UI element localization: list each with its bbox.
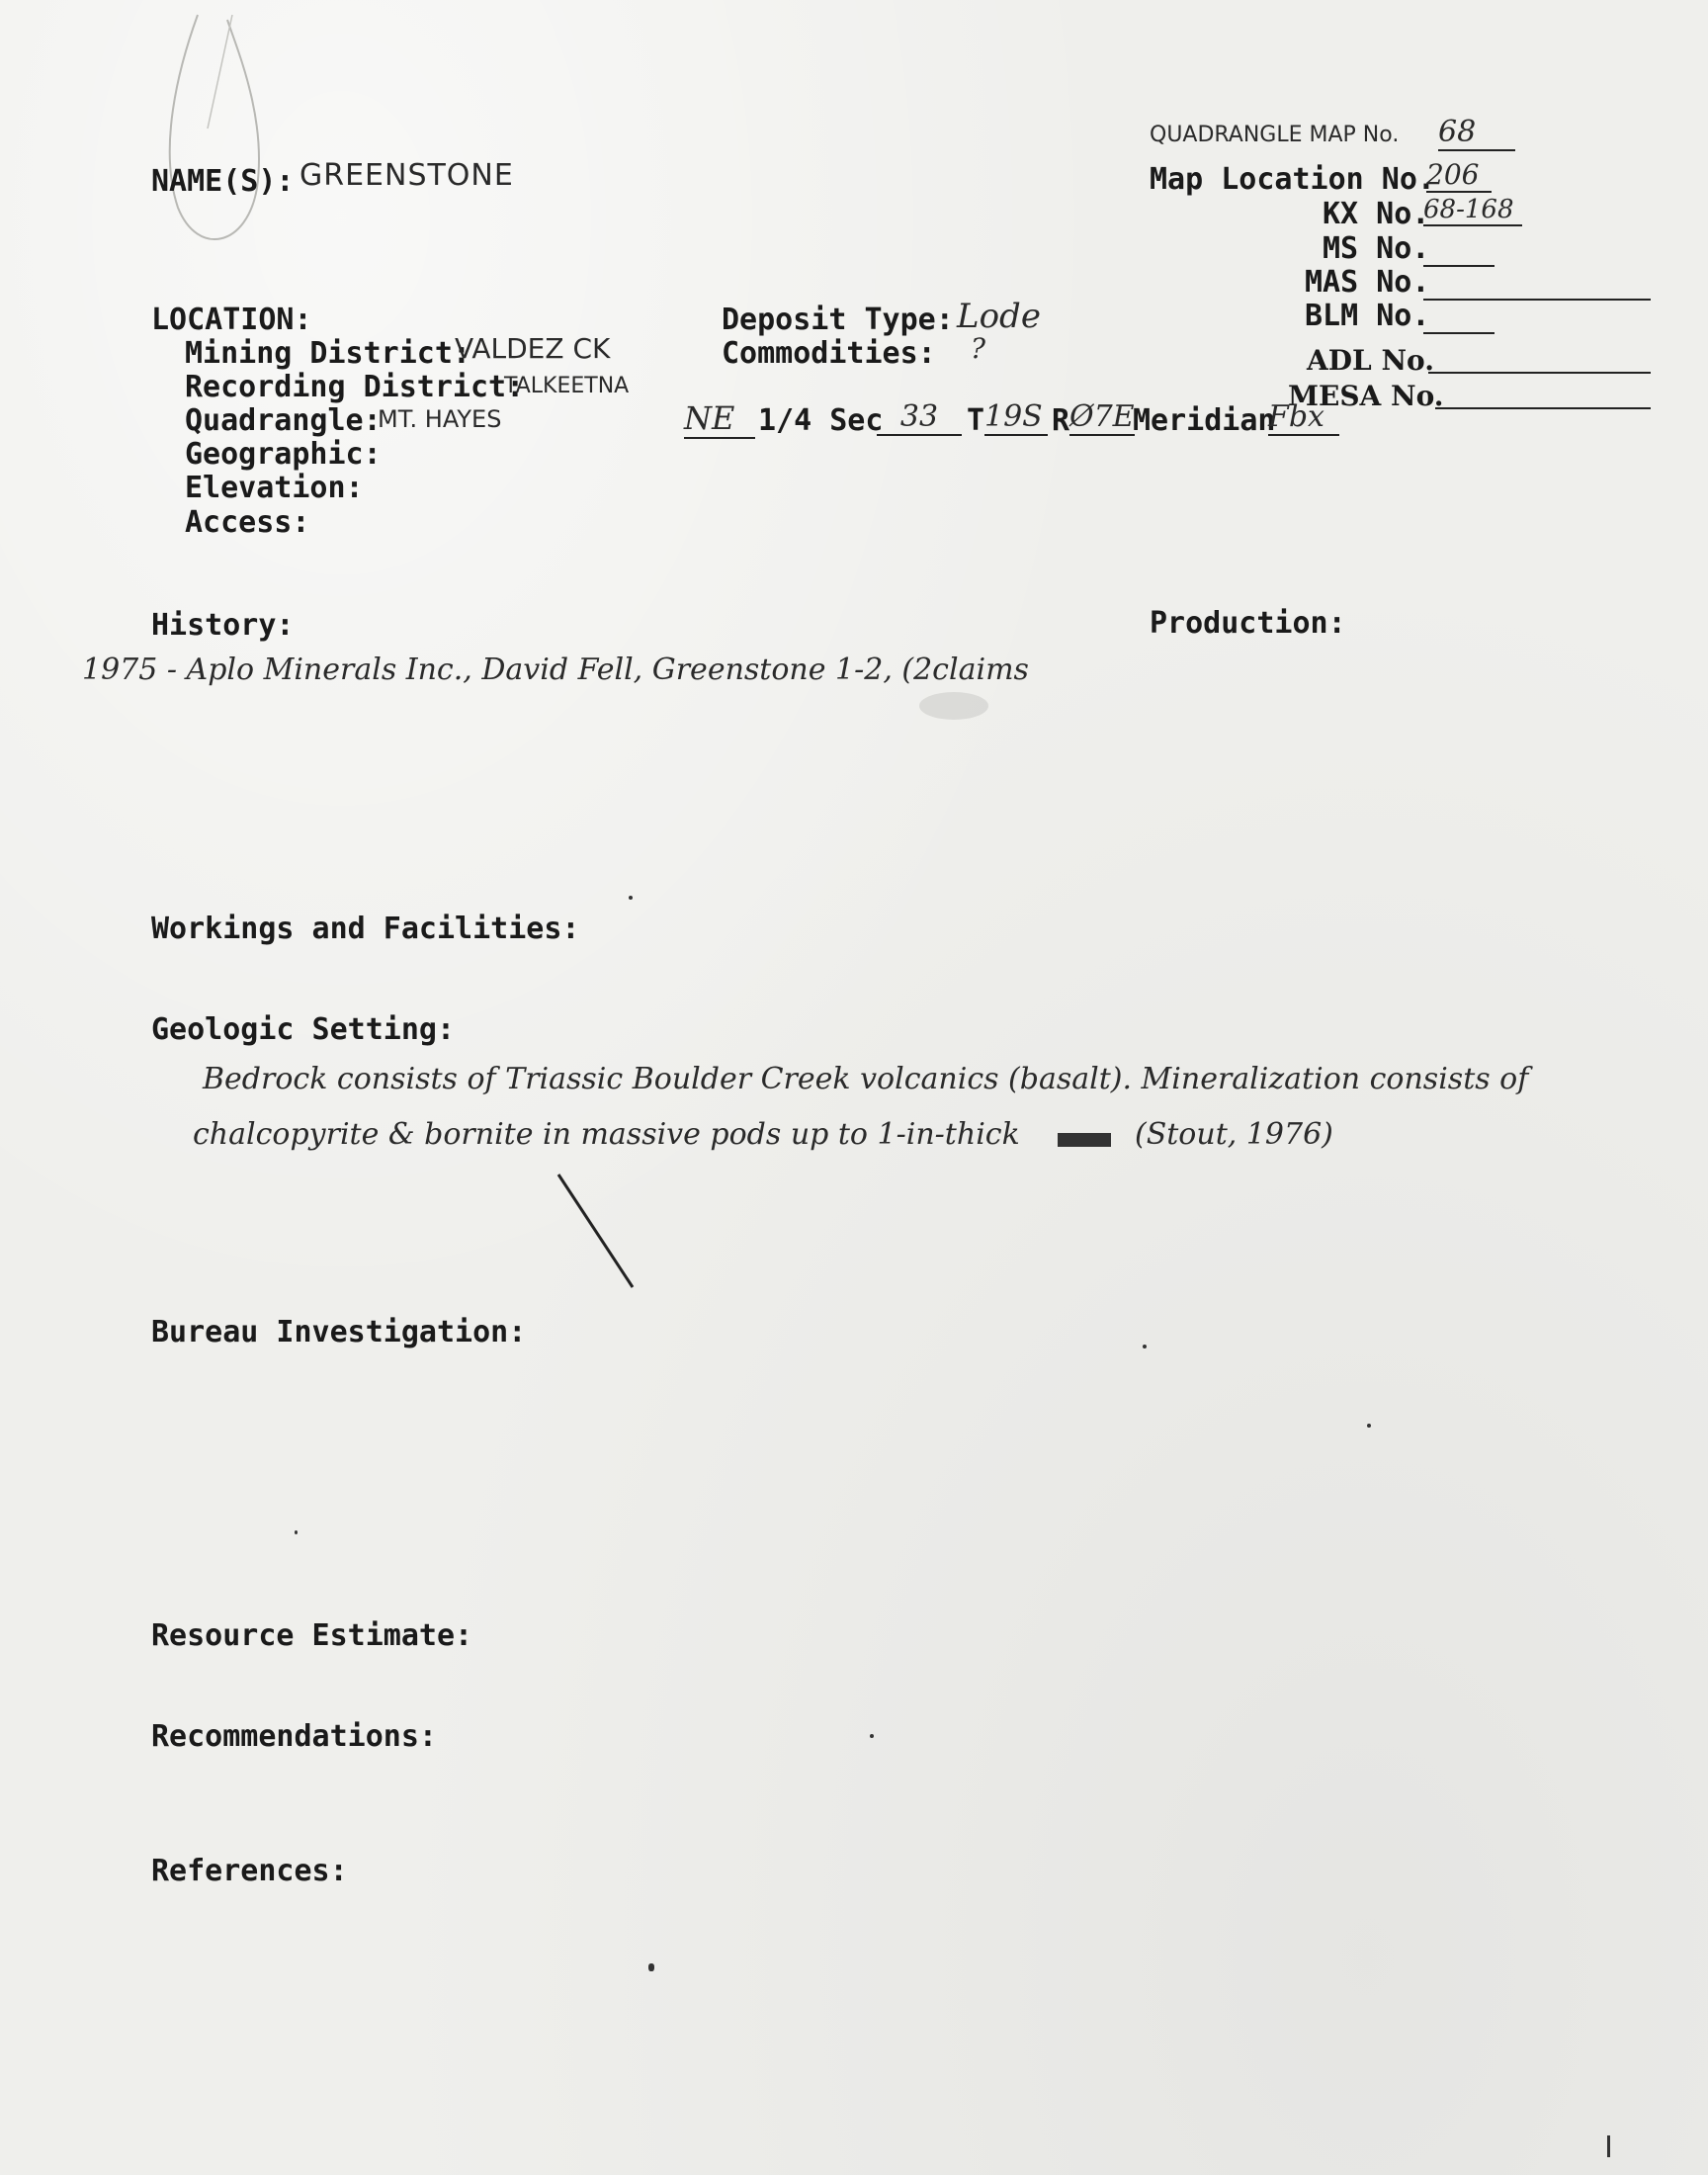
meridian-label: Meridian: [1133, 403, 1276, 438]
quad-map-value: 68: [1438, 115, 1515, 151]
speck: [1143, 1345, 1147, 1348]
township-value: 19S: [984, 399, 1048, 436]
scribbled-out-word: [1058, 1133, 1111, 1147]
mas-label: MAS No.: [1305, 265, 1430, 300]
smudge: [919, 692, 988, 720]
workings-label: Workings and Facilities:: [151, 912, 580, 946]
bureau-investigation-label: Bureau Investigation:: [151, 1315, 527, 1349]
deposit-type-value: Lode: [957, 297, 1041, 336]
resource-estimate-label: Resource Estimate:: [151, 1618, 473, 1653]
elevation-label: Elevation:: [185, 471, 364, 505]
speck: [1367, 1424, 1371, 1428]
township-label: T: [967, 403, 985, 438]
ms-label: MS No.: [1323, 231, 1430, 266]
location-heading: LOCATION:: [151, 303, 312, 337]
quarter-sec-label: 1/4 Sec: [758, 403, 884, 438]
range-label: R: [1052, 403, 1070, 438]
commodities-label: Commodities:: [722, 336, 936, 371]
production-label: Production:: [1150, 606, 1346, 641]
mesa-label: MESA No.: [1288, 380, 1444, 412]
map-location-label: Map Location No.: [1150, 162, 1435, 197]
recording-district-label: Recording District:: [185, 370, 525, 404]
commodities-value: ?: [971, 332, 986, 365]
adl-label: ADL No.: [1307, 344, 1434, 377]
adl-blank: [1428, 372, 1651, 374]
mesa-blank: [1435, 407, 1651, 409]
range-value: Ø7E: [1069, 399, 1135, 434]
speck: [1607, 2135, 1610, 2157]
names-value: GREENSTONE: [299, 158, 514, 193]
speck: [648, 1963, 654, 1971]
mining-district-label: Mining District:: [185, 336, 470, 371]
history-label: History:: [151, 608, 295, 643]
kx-label: KX No.: [1323, 197, 1430, 231]
geologic-line-2-citation: (Stout, 1976): [1135, 1117, 1333, 1152]
deposit-type-label: Deposit Type:: [722, 303, 954, 337]
blm-label: BLM No.: [1305, 299, 1430, 333]
recommendations-label: Recommendations:: [151, 1719, 437, 1754]
quarter-value: NE: [684, 399, 755, 439]
ms-blank: [1423, 265, 1494, 267]
mining-district-value: VALDEZ CK: [455, 332, 611, 365]
quadrangle-label: Quadrangle:: [185, 403, 382, 438]
speck: [295, 1530, 298, 1534]
geologic-line-1: Bedrock consists of Triassic Boulder Creek volcanics (basalt). Mineralization consists of: [203, 1062, 1529, 1096]
references-label: References:: [151, 1854, 348, 1888]
kx-value: 68-168: [1423, 195, 1522, 226]
meridian-value: Fbx: [1268, 399, 1339, 436]
blm-blank: [1423, 332, 1494, 334]
sec-value: 33: [877, 399, 962, 436]
quad-map-label: QUADRANGLE MAP No.: [1150, 123, 1400, 147]
history-text: 1975 - Aplo Minerals Inc., David Fell, Greenstone 1-2, (2claims: [82, 652, 1029, 687]
names-label: NAME(S):: [151, 164, 295, 199]
speck: [870, 1734, 874, 1738]
speck: [629, 896, 633, 900]
pencil-scribble: [138, 10, 336, 277]
stray-pen-stroke: [554, 1167, 642, 1295]
quadrangle-value: MT. HAYES: [378, 405, 502, 433]
map-location-value: 206: [1426, 158, 1492, 193]
mas-blank: [1423, 299, 1651, 301]
geologic-line-2: chalcopyrite & bornite in massive pods up to 1-in-thick: [193, 1117, 1020, 1152]
geologic-setting-label: Geologic Setting:: [151, 1012, 456, 1047]
geographic-label: Geographic:: [185, 437, 382, 472]
access-label: Access:: [185, 505, 310, 540]
recording-district-value: TALKEETNA: [504, 374, 630, 398]
